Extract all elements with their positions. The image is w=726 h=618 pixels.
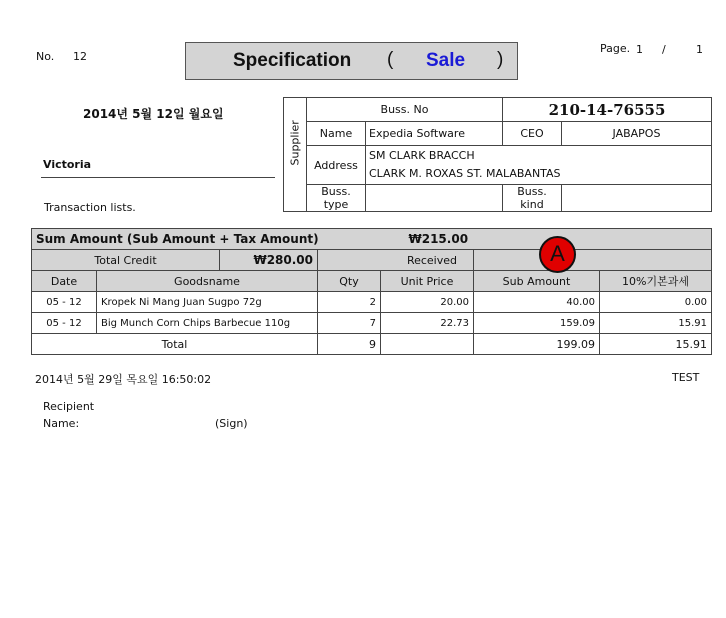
received-label: Received bbox=[318, 250, 474, 271]
row-sub-amount: 159.09 bbox=[474, 313, 600, 334]
total-qty: 9 bbox=[318, 334, 381, 355]
address-line-2: CLARK M. ROXAS ST. MALABANTAS bbox=[369, 167, 561, 180]
page-separator: / bbox=[662, 43, 666, 56]
col-header-sub-amount: Sub Amount bbox=[474, 271, 600, 292]
row-tax: 15.91 bbox=[600, 313, 712, 334]
col-header-tax: 10%기본과세 bbox=[600, 271, 712, 292]
total-tax: 15.91 bbox=[600, 334, 712, 355]
row-goodsname: Big Munch Corn Chips Barbecue 110g bbox=[97, 313, 318, 334]
total-credit-label: Total Credit bbox=[94, 253, 157, 267]
row-qty: 2 bbox=[318, 292, 381, 313]
ceo-label: CEO bbox=[503, 122, 562, 146]
table-row bbox=[32, 313, 712, 334]
col-header-goodsname: Goodsname bbox=[97, 271, 318, 292]
sum-amount-label: Sum Amount (Sub Amount + Tax Amount) bbox=[32, 229, 381, 250]
document-title: Specification bbox=[233, 50, 352, 71]
buss-kind-label: Buss. kind bbox=[503, 185, 562, 212]
page-total: 1 bbox=[696, 43, 703, 56]
buss-no-label: Buss. No bbox=[307, 98, 503, 122]
page-current: 1 bbox=[636, 43, 643, 56]
document-type: Sale bbox=[426, 50, 466, 71]
row-qty: 7 bbox=[318, 313, 381, 334]
address-label: Address bbox=[307, 146, 366, 185]
col-header-qty: Qty bbox=[318, 271, 381, 292]
row-date: 05 - 12 bbox=[32, 292, 97, 313]
supplier-side-cell bbox=[284, 98, 307, 212]
print-timestamp: 2014년 5월 29일 목요일 16:50:02 bbox=[35, 373, 212, 386]
recipient-name-label: Name: bbox=[43, 417, 80, 430]
row-sub-amount: 40.00 bbox=[474, 292, 600, 313]
supplier-side-label: Supplier bbox=[288, 120, 302, 166]
total-label: Total bbox=[32, 334, 318, 355]
row-unit-price: 20.00 bbox=[381, 292, 474, 313]
ceo-value: JABAPOS bbox=[562, 122, 712, 146]
name-label: Name bbox=[307, 122, 366, 146]
doc-number-value: 12 bbox=[73, 50, 87, 63]
page-label: Page. bbox=[600, 42, 631, 55]
total-credit-value: ₩280.00 bbox=[219, 250, 317, 270]
transaction-label: Transaction lists. bbox=[44, 201, 136, 214]
recipient-label: Recipient bbox=[43, 400, 95, 413]
supplier-table bbox=[283, 97, 712, 212]
title-paren-open: ( bbox=[387, 49, 394, 70]
customer-name: Victoria bbox=[43, 158, 92, 171]
total-row bbox=[32, 334, 712, 355]
transaction-table bbox=[31, 228, 712, 355]
buss-no-value: 210-14-76555 bbox=[503, 98, 712, 122]
sign-label: (Sign) bbox=[215, 417, 248, 430]
customer-underline bbox=[41, 177, 275, 178]
row-goodsname: Kropek Ni Mang Juan Sugpo 72g bbox=[97, 292, 318, 313]
row-date: 05 - 12 bbox=[32, 313, 97, 334]
buss-type-label: Buss. type bbox=[307, 185, 366, 212]
sum-amount-value: ₩215.00 bbox=[381, 229, 712, 250]
test-tag: TEST bbox=[672, 371, 700, 384]
table-row bbox=[32, 292, 712, 313]
received-value bbox=[474, 250, 712, 271]
total-credit-cell bbox=[32, 250, 318, 271]
supplier-name-value: Expedia Software bbox=[366, 122, 503, 146]
marker-a-badge: A bbox=[539, 236, 576, 273]
doc-number-label: No. bbox=[36, 50, 55, 63]
address-value bbox=[366, 146, 712, 185]
buss-kind-value bbox=[562, 185, 712, 212]
document-date: 2014년 5월 12일 월요일 bbox=[83, 107, 224, 121]
title-paren-close: ) bbox=[497, 49, 504, 70]
total-unit-price bbox=[381, 334, 474, 355]
col-header-date: Date bbox=[32, 271, 97, 292]
address-line-1: SM CLARK BRACCH bbox=[369, 149, 475, 162]
row-unit-price: 22.73 bbox=[381, 313, 474, 334]
col-header-unit-price: Unit Price bbox=[381, 271, 474, 292]
total-sub-amount: 199.09 bbox=[474, 334, 600, 355]
buss-type-value bbox=[366, 185, 503, 212]
row-tax: 0.00 bbox=[600, 292, 712, 313]
